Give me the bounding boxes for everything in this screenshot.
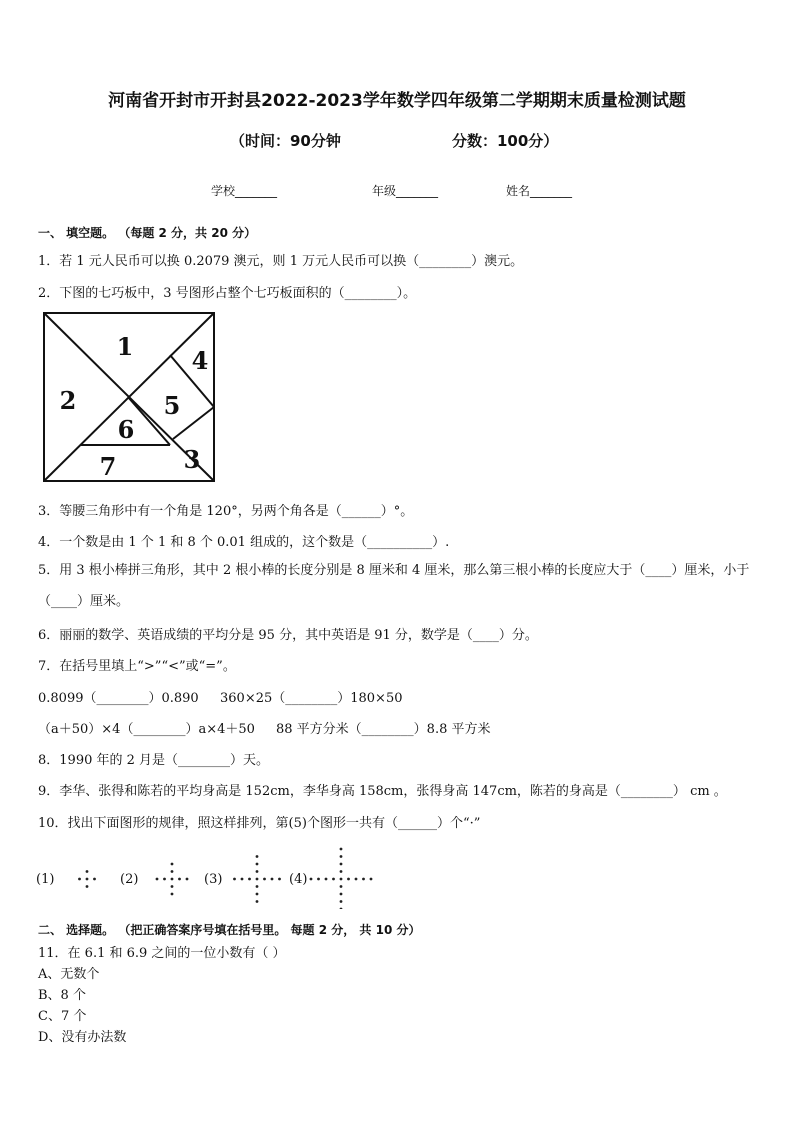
question-7b: 360×25（________）180×50 xyxy=(220,691,403,706)
pattern-dot xyxy=(317,878,320,881)
tangram-label-3: 3 xyxy=(183,445,201,474)
pattern-label-4: (4) xyxy=(289,872,308,887)
pattern-dot xyxy=(340,863,343,866)
option-d[interactable]: D、没有办法数 xyxy=(38,1030,127,1045)
pattern-dot xyxy=(256,893,259,896)
pattern-dot xyxy=(256,900,259,903)
pattern-dot xyxy=(171,878,174,881)
pattern-dot xyxy=(362,878,365,881)
pattern-dot xyxy=(156,878,159,881)
tangram-label-5: 5 xyxy=(163,391,181,420)
pattern-dot xyxy=(233,878,236,881)
pattern-dot xyxy=(347,878,350,881)
pattern-dot xyxy=(340,870,343,873)
pattern-dot xyxy=(256,878,259,881)
section-2-heading: 二、 选择题。 （把正确答案序号填在括号里。 每题 2 分， 共 10 分） xyxy=(38,923,421,937)
tangram-label-2: 2 xyxy=(59,386,77,415)
question-3: 3．等腰三角形中有一个角是 120°，另两个角各是（______）°。 xyxy=(38,504,414,519)
option-a[interactable]: A、无数个 xyxy=(38,967,100,982)
pattern-dot xyxy=(256,863,259,866)
tangram-figure xyxy=(42,311,218,485)
pattern-label-2: (2) xyxy=(120,872,139,887)
question-2: 2．下图的七巧板中，3 号图形占整个七巧板面积的（________）。 xyxy=(38,286,417,301)
tangram-label-7: 7 xyxy=(99,452,117,481)
pattern-dot xyxy=(271,878,274,881)
question-7c: （a＋50）×4（________）a×4＋50 xyxy=(38,722,255,737)
pattern-dot xyxy=(340,848,343,851)
pattern-dot xyxy=(93,878,96,881)
option-b[interactable]: B、8 个 xyxy=(38,988,86,1003)
tangram-label-6: 6 xyxy=(117,415,135,444)
pattern-dot xyxy=(186,878,189,881)
question-9: 9．李华、张得和陈若的平均身高是 152cm，李华身高 158cm，张得身高 147cm，陈若的身高是（________） cm 。 xyxy=(38,784,727,799)
question-7a: 0.8099（________）0.890 xyxy=(38,691,199,706)
pattern-dot xyxy=(78,878,81,881)
section-1-heading: 一、 填空题。 （每题 2 分，共 20 分） xyxy=(38,226,257,240)
pattern-dot xyxy=(171,893,174,896)
pattern-dot xyxy=(325,878,328,881)
pattern-dot xyxy=(241,878,244,881)
pattern-label-1: (1) xyxy=(36,872,55,887)
question-4: 4．一个数是由 1 个 1 和 8 个 0.01 组成的，这个数是（__________）. xyxy=(38,535,450,550)
tangram-label-1: 1 xyxy=(116,332,134,361)
pattern-dot xyxy=(355,878,358,881)
pattern-dot xyxy=(171,863,174,866)
question-11: 11．在 6.1 和 6.9 之间的一位小数有（ ） xyxy=(38,946,286,961)
question-7d: 88 平方分米（________）8.8 平方米 xyxy=(276,722,491,737)
pattern-dot xyxy=(178,878,181,881)
total-score: 分数：100分） xyxy=(452,132,559,150)
pattern-dot xyxy=(86,870,89,873)
question-8: 8．1990 年的 2 月是（________）天。 xyxy=(38,753,270,768)
pattern-dot xyxy=(256,855,259,858)
pattern-dot xyxy=(340,900,343,903)
question-10: 10．找出下面图形的规律，照这样排列，第(5)个图形一共有（______）个“·” xyxy=(38,816,481,831)
question-6: 6．丽丽的数学、英语成绩的平均分是 95 分，其中英语是 91 分，数学是（____）分。 xyxy=(38,628,538,643)
question-1: 1．若 1 元人民币可以换 0.2079 澳元，则 1 万元人民币可以换（________）澳元。 xyxy=(38,254,524,269)
pattern-dot xyxy=(340,893,343,896)
pattern-dot xyxy=(248,878,251,881)
pattern-label-3: (3) xyxy=(204,872,223,887)
pattern-dot xyxy=(340,885,343,888)
pattern-dot xyxy=(263,878,266,881)
option-c[interactable]: C、7 个 xyxy=(38,1009,87,1024)
pattern-dot xyxy=(171,870,174,873)
pattern-dot xyxy=(340,908,343,909)
dot-pattern xyxy=(36,845,376,909)
pattern-dot xyxy=(163,878,166,881)
question-7: 7．在括号里填上“>”“<”或“=”。 xyxy=(38,659,236,674)
pattern-dot xyxy=(370,878,373,881)
question-5: 5．用 3 根小棒拼三角形，其中 2 根小棒的长度分别是 8 厘米和 4 厘米，那么第三根小棒的长度应大于（____）厘米，小于（____）厘米。 xyxy=(38,563,750,609)
school-field[interactable]: 学校_______ xyxy=(211,184,278,198)
grade-field[interactable]: 年级_______ xyxy=(372,184,439,198)
pattern-dot xyxy=(86,885,89,888)
pattern-dot xyxy=(310,878,313,881)
pattern-dot xyxy=(340,878,343,881)
tangram-label-4: 4 xyxy=(191,346,209,375)
pattern-dot xyxy=(86,878,89,881)
pattern-dot xyxy=(332,878,335,881)
page-title: 河南省开封市开封县2022-2023学年数学四年级第二学期期末质量检测试题 xyxy=(108,91,686,111)
name-field[interactable]: 姓名_______ xyxy=(506,184,573,198)
pattern-dot xyxy=(256,870,259,873)
pattern-dot xyxy=(171,885,174,888)
pattern-dot xyxy=(278,878,281,881)
time-limit: （时间：90分钟 xyxy=(230,132,341,150)
pattern-dot xyxy=(340,855,343,858)
pattern-dot xyxy=(256,885,259,888)
